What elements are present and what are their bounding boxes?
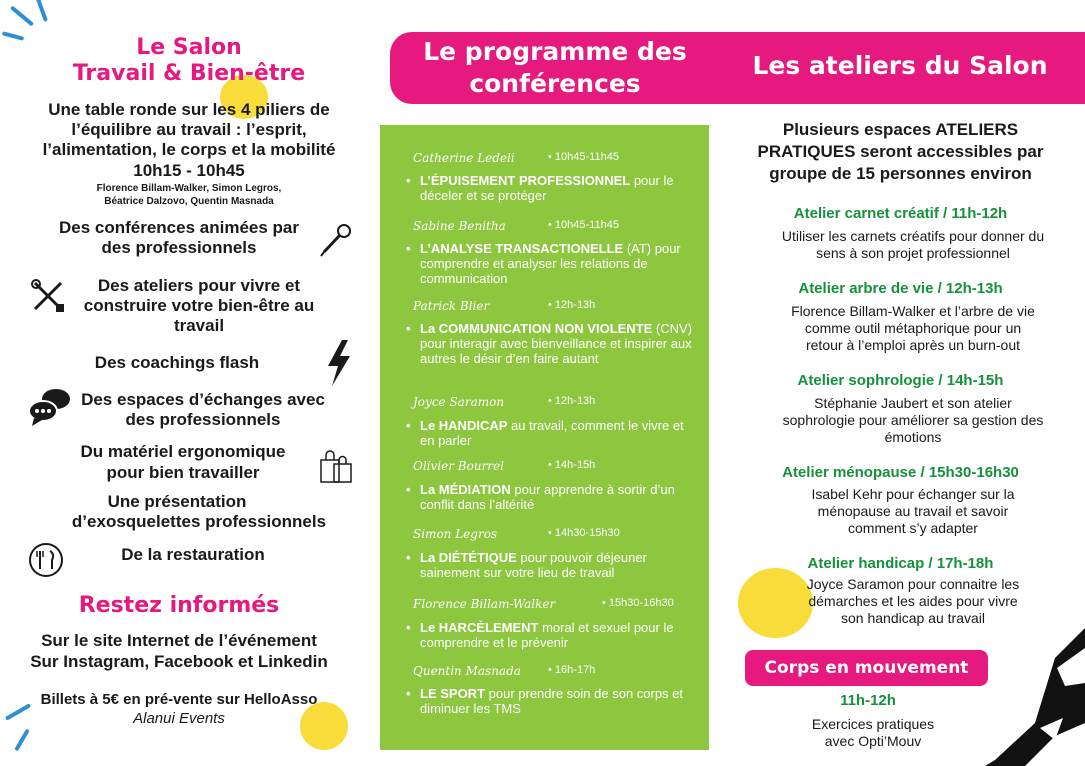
talk-rest: pour apprendre à sortir d’un conflit dans l’altérité [420, 482, 675, 512]
talk-title: L’ÉPUISEMENT PROFESSIONNEL [420, 173, 631, 188]
tools-icon [30, 278, 66, 314]
exosquelettes-line-2: d’exosquelettes professionnels [71, 512, 327, 531]
materiel-line-2: pour bien travailler [106, 463, 260, 482]
ateliers-title: Les ateliers du Salon [752, 51, 1048, 80]
talk-title: L’ANALYSE TRANSACTIONELLE [420, 241, 624, 256]
talk-time: • 12h-13h [548, 299, 595, 311]
coachings-text: Des coachings flash [94, 353, 260, 372]
table-ronde-names-1: Florence Billam-Walker, Simon Legros, [96, 183, 282, 194]
atelier-desc-line: ménopause au travail et savoir [817, 503, 1009, 519]
table-ronde-time: 10h15 - 10h45 [133, 161, 245, 180]
atelier-desc-line: démarches et les aides pour vivre [808, 593, 1018, 609]
ateliers-line-3: travail [173, 316, 225, 335]
atelier-title: Atelier sophrologie / 14h-15h [797, 372, 1004, 389]
atelier-desc-line: sophrologie pour améliorer sa gestion des [782, 412, 1044, 428]
talk-rest: pour le déceler et se protéger [420, 173, 674, 203]
conferences-line-1: Des conférences animées par [58, 218, 299, 237]
shopping-bags-icon [318, 448, 354, 484]
table-ronde-line-3: l’alimentation, le corps et la mobilité [42, 140, 336, 159]
decor-dash [10, 5, 34, 26]
ateliers-intro-line-3: groupe de 15 personnes environ [769, 164, 1032, 183]
atelier-desc-line: Florence Billam-Walker et l’arbre de vie [791, 303, 1035, 319]
ateliers-intro-line-2: PRATIQUES seront accessibles par [757, 142, 1044, 161]
talk-description [420, 686, 700, 716]
salon-title-line-2: Travail & Bien-être [72, 61, 306, 86]
exosquelettes-line-1: Une présentation [107, 492, 247, 511]
ateliers-line-1: Des ateliers pour vivre et [97, 276, 301, 295]
atelier-desc-line: son handicap au travail [841, 610, 985, 626]
talk-time: • 16h-17h [548, 664, 595, 676]
info-line-2: Sur Instagram, Facebook et Linkedin [30, 652, 328, 671]
talk-time: • 14h-15h [548, 459, 595, 471]
left-column [0, 30, 378, 766]
talk-description [420, 173, 700, 203]
restaurant-icon [28, 542, 64, 578]
atelier-desc-line: comment s’y adapter [848, 520, 978, 536]
talk-description [420, 482, 700, 512]
decor-dash [36, 0, 48, 22]
corps-desc-line: Exercices pratiques [811, 716, 935, 732]
speaker-name: Sabine Benitha [413, 219, 506, 233]
atelier-desc-line: Stéphanie Jaubert et son atelier [814, 395, 1012, 411]
talk-description [420, 241, 700, 286]
atelier-desc-line: Isabel Kehr pour échanger sur la [811, 486, 1015, 502]
talk-description [420, 550, 700, 580]
restauration-text: De la restauration [121, 545, 265, 564]
talk-title: Le HANDICAP [420, 418, 508, 433]
talk-rest: (CNV) pour interagir avec bienveillance et inspirer aux autres le désir d’en faire autant [420, 321, 693, 366]
talk-rest: moral et sexuel pour le comprendre et le prévenir [420, 620, 674, 650]
speaker-name: Catherine Ledeli [413, 151, 515, 165]
echanges-line-1: Des espaces d’échanges avec [81, 390, 325, 409]
talk-rest: au travail, comment le vivre et en parler [420, 418, 684, 448]
atelier-title: Atelier ménopause / 15h30-16h30 [782, 464, 1019, 481]
talk-time: • 10h45-11h45 [548, 151, 619, 163]
table-ronde-line-1: Une table ronde sur les 4 piliers de [48, 100, 330, 119]
programme-title-line-2: conférences [469, 69, 641, 98]
talk-title: La DIÉTÉTIQUE [420, 550, 517, 565]
talk-title: La COMMUNICATION NON VIOLENTE [420, 321, 653, 336]
table-ronde-names-2: Béatrice Dalzovo, Quentin Masnada [104, 196, 274, 207]
atelier-title: Atelier arbre de vie / 12h-13h [798, 280, 1003, 297]
speaker-name: Patrick Blier [413, 299, 490, 313]
speaker-name: Quentin Masnada [413, 664, 521, 678]
atelier-desc-line: Utiliser les carnets créatifs pour donner du [781, 228, 1045, 244]
talk-title: Le HARCÈLEMENT [420, 620, 539, 635]
atelier-title: Atelier handicap / 17h-18h [807, 555, 994, 572]
corps-time: 11h-12h [840, 692, 896, 709]
atelier-desc-line: Joyce Saramon pour connaitre les [806, 576, 1020, 592]
talk-description [420, 620, 700, 650]
speaker-name: Simon Legros [413, 527, 498, 541]
stretching-person-illustration [985, 628, 1085, 766]
speaker-name: Olivier Bourrel [413, 459, 504, 473]
ateliers-line-2: construire votre bien-être au [83, 296, 315, 315]
chat-bubbles-icon [28, 387, 72, 427]
talk-rest: pour pouvoir déjeuner sainement sur votre lieu de travail [420, 550, 647, 580]
talk-title: La MÉDIATION [420, 482, 511, 497]
info-line-1: Sur le site Internet de l’événement [41, 631, 317, 650]
organizer-text: Alanui Events [133, 710, 225, 727]
talk-time: • 10h45-11h45 [548, 219, 619, 231]
corps-desc-line: avec Opti’Mouv [824, 733, 922, 749]
atelier-desc-line: comme outil métaphorique pour un [804, 320, 1022, 336]
programme-panel [380, 125, 709, 750]
talk-description [420, 321, 700, 366]
talk-time: • 14h30-15h30 [548, 527, 620, 539]
speaker-name: Joyce Saramon [413, 395, 505, 409]
lightning-icon [326, 340, 352, 386]
atelier-title: Atelier carnet créatif / 11h-12h [793, 205, 1008, 222]
talk-time: • 15h30-16h30 [602, 597, 674, 609]
conferences-line-2: des professionnels [101, 238, 257, 257]
corps-en-mouvement-badge: Corps en mouvement [745, 650, 988, 686]
atelier-desc-line: sens à son projet professionnel [816, 245, 1010, 261]
microphone-icon [318, 222, 354, 258]
talk-description [420, 418, 700, 448]
talk-rest: pour prendre soin de son corps et diminuer les TMS [420, 686, 684, 716]
speaker-name: Florence Billam-Walker [413, 597, 556, 611]
atelier-desc-line: retour à l’emploi après un burn-out [805, 337, 1020, 353]
restez-informes-title: Restez informés [78, 593, 280, 618]
table-ronde-line-2: l’équilibre au travail : l’esprit, [71, 120, 307, 139]
programme-title-line-1: Le programme des [423, 37, 687, 66]
ateliers-intro-line-1: Plusieurs espaces ATELIERS [782, 120, 1019, 139]
materiel-line-1: Du matériel ergonomique [80, 442, 286, 461]
salon-title-line-1: Le Salon [136, 35, 242, 60]
billets-text: Billets à 5€ en pré-vente sur HelloAsso [40, 691, 318, 708]
echanges-line-2: des professionnels [125, 410, 281, 429]
talk-rest: (AT) pour comprendre et analyser les relations de communication [420, 241, 681, 286]
atelier-desc-line: émotions [884, 429, 942, 445]
talk-time: • 12h-13h [548, 395, 595, 407]
talk-title: LE SPORT [420, 686, 486, 701]
